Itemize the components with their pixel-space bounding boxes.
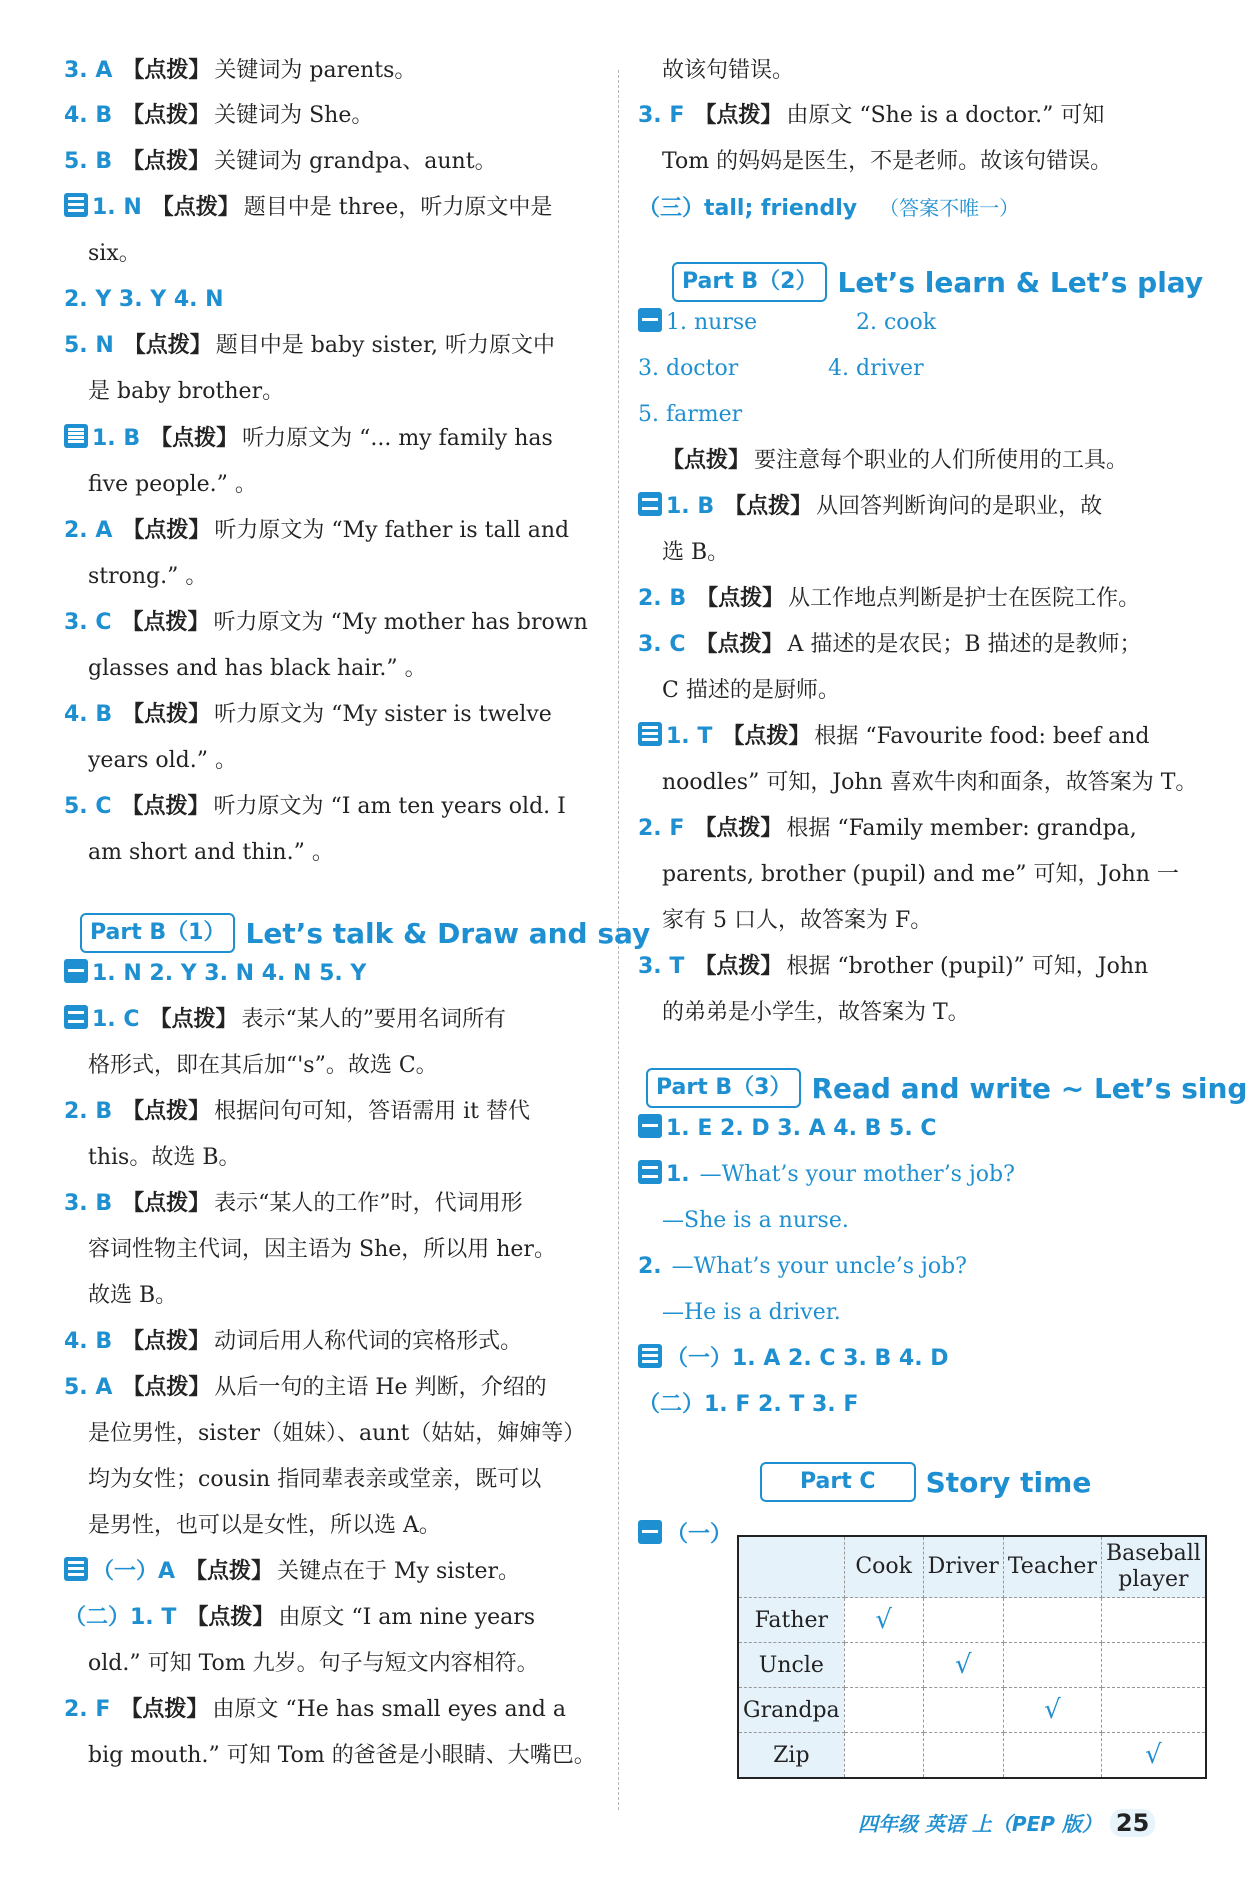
table-header-cell: Teacher xyxy=(1003,1536,1101,1598)
answer-text: 从工作地点判断是护士在医院工作。 xyxy=(788,586,1141,611)
answer-text: 要注意每个职业的人们所使用的工具。 xyxy=(754,448,1129,473)
section-二-icon xyxy=(638,1160,662,1184)
right-line xyxy=(638,193,1019,224)
hint-tag: 【点拨】 xyxy=(122,518,211,543)
left-line xyxy=(64,1373,547,1403)
hint-tag: 【点拨】 xyxy=(122,103,211,128)
table-cell xyxy=(1101,1598,1205,1643)
answer-item: 5. farmer xyxy=(638,402,743,427)
hint-tag: 【点拨】 xyxy=(724,494,813,519)
answer-number: 2. F xyxy=(64,1697,111,1722)
table-cell xyxy=(844,1598,923,1643)
answer-text: 由原文 “I am nine years xyxy=(278,1605,536,1630)
table-cell xyxy=(1101,1733,1205,1779)
check-mark-icon: √ xyxy=(1145,1740,1162,1770)
answer-text: 均为女性；cousin 指同辈表亲或堂亲，既可以 xyxy=(88,1467,542,1492)
answer-text: 根据问句可知，答语需用 it 替代 xyxy=(214,1099,530,1124)
row-label: Father xyxy=(738,1598,844,1643)
part-b2-title: Let’s learn & Let’s play xyxy=(837,265,1204,299)
check-mark-icon: √ xyxy=(954,1650,972,1680)
hint-tag: 【点拨】 xyxy=(722,724,811,749)
left-line xyxy=(64,193,552,223)
left-line xyxy=(64,101,373,131)
left-line xyxy=(88,1235,556,1265)
hint-tag: 【点拨】 xyxy=(694,816,783,841)
left-line xyxy=(64,331,555,361)
left-line xyxy=(88,1511,441,1541)
answer-text: A 描述的是农民；B 描述的是教师； xyxy=(787,632,1142,657)
hint-tag: 【点拨】 xyxy=(186,1605,275,1630)
right-line xyxy=(638,101,1104,131)
answer-number: 1. N xyxy=(92,195,142,220)
table-cell xyxy=(844,1733,923,1779)
answer-number: 2. F xyxy=(638,816,685,841)
answer-text: 关键点在于 My sister。 xyxy=(277,1559,520,1584)
part-b3-label: Part B（3） xyxy=(646,1068,801,1108)
left-line xyxy=(64,516,569,546)
section-二-icon xyxy=(638,492,662,516)
right-line xyxy=(662,998,970,1028)
table-header-cell: Driver xyxy=(923,1536,1003,1598)
answer-number: 5. B xyxy=(64,149,113,174)
left-line xyxy=(64,700,552,730)
left-line xyxy=(64,959,376,989)
hint-tag: 【点拨】 xyxy=(122,58,211,83)
answer-text: 是男性，也可以是女性，所以选 A。 xyxy=(88,1513,441,1538)
section-三-icon xyxy=(64,193,88,217)
answer-item: 2. cook xyxy=(856,310,937,335)
answer-text: 动词后用人称代词的宾格形式。 xyxy=(214,1329,523,1354)
table-cell xyxy=(1003,1688,1101,1733)
answer-number: 3. B xyxy=(64,1191,113,1216)
hint-tag: 【点拨】 xyxy=(662,448,751,473)
left-line xyxy=(88,654,427,684)
answer-text: 根据 “Favourite food: beef and xyxy=(814,724,1150,749)
answer-number: 2. B xyxy=(64,1099,113,1124)
left-line xyxy=(88,377,284,407)
left-line xyxy=(88,470,257,500)
hint-tag: 【点拨】 xyxy=(150,426,239,451)
answer-number: （二）1. T xyxy=(64,1605,177,1630)
answer-text: 故该句错误。 xyxy=(662,58,795,83)
answer-number: 2. A xyxy=(64,518,113,543)
table-cell xyxy=(923,1643,1003,1688)
section-三-icon xyxy=(638,1344,662,1368)
right-line xyxy=(638,1390,868,1420)
right-line xyxy=(638,1114,947,1144)
right-line xyxy=(638,492,1102,522)
answer-note: （答案不唯一） xyxy=(879,196,1020,220)
answer-text: 关键词为 parents。 xyxy=(214,58,417,83)
answer-number: （三）tall; friendly xyxy=(638,196,858,221)
right-line xyxy=(662,446,1128,476)
answer-text: big mouth.” 可知 Tom 的爸爸是小眼睛、大嘴巴。 xyxy=(88,1743,596,1768)
answer-number: 5. N xyxy=(64,333,114,358)
right-line xyxy=(662,147,1112,177)
answer-text: 听力原文为 “My sister is twelve xyxy=(214,702,552,727)
table-cell xyxy=(844,1688,923,1733)
answer-number: 3. F xyxy=(638,103,685,128)
answer-number: 1. T xyxy=(666,724,713,749)
table-cell xyxy=(1003,1733,1101,1779)
answer-text: 表示“某人的工作”时，代词用形 xyxy=(214,1191,523,1216)
story-table xyxy=(737,1535,1207,1779)
check-mark-icon: √ xyxy=(875,1605,892,1635)
left-line xyxy=(88,1465,541,1495)
right-line xyxy=(638,354,1018,384)
answer-number: 1. xyxy=(666,1162,690,1187)
answer-number: 2. xyxy=(638,1254,662,1279)
left-line xyxy=(64,1005,506,1035)
answer-number: 4. B xyxy=(64,103,113,128)
answer-text: 容词性物主代词，因主语为 She，所以用 her。 xyxy=(88,1237,556,1262)
footer-text: 四年级 英语 上（PEP 版） xyxy=(858,1812,1102,1836)
right-line xyxy=(662,676,840,706)
answer-number: 3. A xyxy=(64,58,113,83)
left-line xyxy=(64,608,588,638)
table-row xyxy=(738,1733,1206,1779)
part-b2-label: Part B（2） xyxy=(672,262,827,302)
left-line xyxy=(88,1281,177,1311)
table-row xyxy=(738,1643,1206,1688)
hint-tag: 【点拨】 xyxy=(123,333,212,358)
answer-number: 3. C xyxy=(64,610,112,635)
table-cell xyxy=(923,1733,1003,1779)
row-label: Zip xyxy=(738,1733,844,1779)
answer-number: 5. C xyxy=(64,794,112,819)
page-number: 25 xyxy=(1110,1809,1155,1837)
right-line xyxy=(638,584,1140,614)
left-line xyxy=(88,562,207,592)
table-cell xyxy=(844,1643,923,1688)
table-header-cell: Baseball player xyxy=(1101,1536,1205,1598)
table-cell xyxy=(1101,1688,1205,1733)
answer-text: 听力原文为 “My father is tall and xyxy=(214,518,570,543)
answer-number: 1. B xyxy=(666,494,715,519)
left-line xyxy=(88,1419,585,1449)
answer-text: 故选 B。 xyxy=(88,1283,178,1308)
answer-text: parents, brother (pupil) and me” 可知，John 一 xyxy=(662,862,1179,887)
answer-number: （一）A xyxy=(92,1559,176,1584)
section-一-icon xyxy=(64,959,88,983)
answer-text: 根据 “Family member: grandpa, xyxy=(786,816,1137,841)
section-二-icon xyxy=(64,1005,88,1029)
answer-text: 选 B。 xyxy=(662,540,730,565)
left-line xyxy=(88,746,237,776)
left-line xyxy=(88,1741,596,1771)
answer-text: years old.” 。 xyxy=(88,748,237,773)
right-line xyxy=(638,952,1148,982)
right-line xyxy=(638,722,1149,752)
answer-number: （二）1. F 2. T 3. F xyxy=(638,1392,859,1417)
answer-text: this。故选 B。 xyxy=(88,1145,241,1170)
row-label: Uncle xyxy=(738,1643,844,1688)
right-line xyxy=(662,906,932,936)
story-section-marker xyxy=(638,1520,742,1550)
hint-tag: 【点拨】 xyxy=(120,1697,209,1722)
answer-text: —She is a nurse. xyxy=(662,1208,849,1233)
answer-text: 根据 “brother (pupil)” 可知，John xyxy=(786,954,1149,979)
left-line xyxy=(64,1097,530,1127)
answer-text: 表示“某人的”要用名词所有 xyxy=(241,1007,506,1032)
table-row xyxy=(738,1598,1206,1643)
table-row xyxy=(738,1688,1206,1733)
left-line xyxy=(64,1189,523,1219)
left-line xyxy=(64,56,416,86)
hint-tag: 【点拨】 xyxy=(695,632,784,657)
part-b3-title: Read and write ~ Let’s sing xyxy=(811,1071,1248,1105)
left-line xyxy=(88,1051,438,1081)
answer-text: —What’s your mother’s job? xyxy=(699,1162,1015,1187)
hint-tag: 【点拨】 xyxy=(122,1329,211,1354)
left-line xyxy=(64,1557,520,1587)
hint-tag: 【点拨】 xyxy=(694,954,783,979)
right-line xyxy=(662,860,1179,890)
section-一-icon xyxy=(638,1114,662,1138)
left-line xyxy=(64,1695,566,1725)
answer-text: 关键词为 grandpa、aunt。 xyxy=(214,149,497,174)
answer-item: 4. driver xyxy=(828,356,924,381)
table-cell xyxy=(1003,1598,1101,1643)
answer-text: old.” 可知 Tom 九岁。句子与短文内容相符。 xyxy=(88,1651,539,1676)
answer-text: six。 xyxy=(88,241,141,266)
answer-item: 1. nurse xyxy=(666,310,758,335)
answer-number: 5. A xyxy=(64,1375,113,1400)
row-label: Grandpa xyxy=(738,1688,844,1733)
hint-tag: 【点拨】 xyxy=(121,794,210,819)
left-line xyxy=(64,1603,535,1633)
left-line xyxy=(88,838,334,868)
hint-tag: 【点拨】 xyxy=(694,103,783,128)
left-line xyxy=(88,239,141,269)
right-line xyxy=(638,814,1137,844)
section-三-icon xyxy=(638,722,662,746)
story-intro: （一） xyxy=(666,1522,733,1547)
hint-tag: 【点拨】 xyxy=(122,702,211,727)
right-line xyxy=(638,1344,958,1374)
answer-text: am short and thin.” 。 xyxy=(88,840,334,865)
answer-text: 由原文 “He has small eyes and a xyxy=(212,1697,566,1722)
table-header-cell xyxy=(738,1536,844,1598)
right-line xyxy=(638,1160,1015,1190)
right-line xyxy=(662,768,1197,798)
left-line xyxy=(88,1649,539,1679)
answer-number: 3. C xyxy=(638,632,686,657)
left-line xyxy=(64,792,566,822)
answer-text: 题目中是 three，听力原文中是 xyxy=(243,195,553,220)
answer-text: 格形式，即在其后加“'s”。故选 C。 xyxy=(88,1053,438,1078)
answer-number: 1. C xyxy=(92,1007,140,1032)
answer-text: strong.” 。 xyxy=(88,564,208,589)
answer-number: 3. T xyxy=(638,954,685,979)
hint-tag: 【点拨】 xyxy=(121,610,210,635)
answer-text: 关键词为 She。 xyxy=(214,103,374,128)
hint-tag: 【点拨】 xyxy=(122,149,211,174)
answer-text: five people.” 。 xyxy=(88,472,257,497)
section-三-icon xyxy=(64,1557,88,1581)
hint-tag: 【点拨】 xyxy=(122,1191,211,1216)
left-line xyxy=(64,285,234,315)
section-四-icon xyxy=(64,424,88,448)
answer-text: 家有 5 口人，故答案为 F。 xyxy=(662,908,933,933)
right-line xyxy=(662,56,794,86)
section-一-icon xyxy=(638,308,662,332)
table-cell xyxy=(1003,1643,1101,1688)
left-line xyxy=(64,1327,522,1357)
answer-text: glasses and has black hair.” 。 xyxy=(88,656,427,681)
answer-text: 听力原文为 “... my family has xyxy=(242,426,553,451)
hint-tag: 【点拨】 xyxy=(151,195,240,220)
hint-tag: 【点拨】 xyxy=(185,1559,274,1584)
answer-text: —He is a driver. xyxy=(662,1300,841,1325)
right-line xyxy=(662,538,729,568)
answer-text: 听力原文为 “My mother has brown xyxy=(213,610,588,635)
part-c-label: Part C xyxy=(760,1462,916,1502)
answer-text: 的弟弟是小学生，故答案为 T。 xyxy=(662,1000,970,1025)
answer-text: 从后一句的主语 He 判断，介绍的 xyxy=(214,1375,547,1400)
answer-number: 1. B xyxy=(92,426,141,451)
answer-text: 是位男性，sister（姐妹）、aunt（姑姑，婶婶等） xyxy=(88,1421,586,1446)
answer-text: noodles” 可知，John 喜欢牛肉和面条，故答案为 T。 xyxy=(662,770,1198,795)
answer-text: Tom 的妈妈是医生，不是老师。故该句错误。 xyxy=(662,149,1113,174)
check-mark-icon: √ xyxy=(1044,1695,1061,1725)
page-footer xyxy=(858,1808,1155,1837)
answer-number: 4. B xyxy=(64,702,113,727)
answer-number: 2. B xyxy=(638,586,687,611)
right-line xyxy=(638,308,1046,338)
right-line xyxy=(638,400,828,430)
answer-text: 题目中是 baby sister, 听力原文中 xyxy=(215,333,556,358)
hint-tag: 【点拨】 xyxy=(122,1375,211,1400)
answer-text: 由原文 “She is a doctor.” 可知 xyxy=(786,103,1105,128)
right-line xyxy=(662,1206,849,1236)
part-b1-header xyxy=(80,913,650,953)
answer-text: 是 baby brother。 xyxy=(88,379,285,404)
left-line xyxy=(64,147,497,177)
section-one-icon xyxy=(638,1520,662,1544)
answer-number: （一）1. A 2. C 3. B 4. D xyxy=(666,1346,949,1371)
part-b1-title: Let’s talk & Draw and say xyxy=(245,916,651,950)
right-line xyxy=(638,1252,967,1282)
answer-text: 听力原文为 “I am ten years old. I xyxy=(213,794,566,819)
hint-tag: 【点拨】 xyxy=(696,586,785,611)
hint-tag: 【点拨】 xyxy=(122,1099,211,1124)
part-c-title: Story time xyxy=(925,1465,1092,1499)
table-cell xyxy=(923,1598,1003,1643)
left-line xyxy=(64,424,553,454)
answer-number: 1. N 2. Y 3. N 4. N 5. Y xyxy=(92,961,367,986)
right-line xyxy=(638,630,1142,660)
answer-text: 从回答判断询问的是职业，故 xyxy=(816,494,1103,519)
answer-number: 2. Y 3. Y 4. N xyxy=(64,287,224,312)
right-line xyxy=(662,1298,841,1328)
hint-tag: 【点拨】 xyxy=(149,1007,238,1032)
part-b3-header xyxy=(646,1068,1247,1108)
answer-text: —What’s your uncle’s job? xyxy=(671,1254,967,1279)
table-cell xyxy=(923,1688,1003,1733)
answer-number: 1. E 2. D 3. A 4. B 5. C xyxy=(666,1116,937,1141)
answer-item: 3. doctor xyxy=(638,356,739,381)
table-cell xyxy=(1101,1643,1205,1688)
part-b1-label: Part B（1） xyxy=(80,913,235,953)
answer-number: 4. B xyxy=(64,1329,113,1354)
part-b2-header xyxy=(672,262,1203,302)
answer-text: C 描述的是厨师。 xyxy=(662,678,840,703)
table-header-cell: Cook xyxy=(844,1536,923,1598)
left-line xyxy=(88,1143,241,1173)
part-c-header xyxy=(760,1462,1091,1502)
